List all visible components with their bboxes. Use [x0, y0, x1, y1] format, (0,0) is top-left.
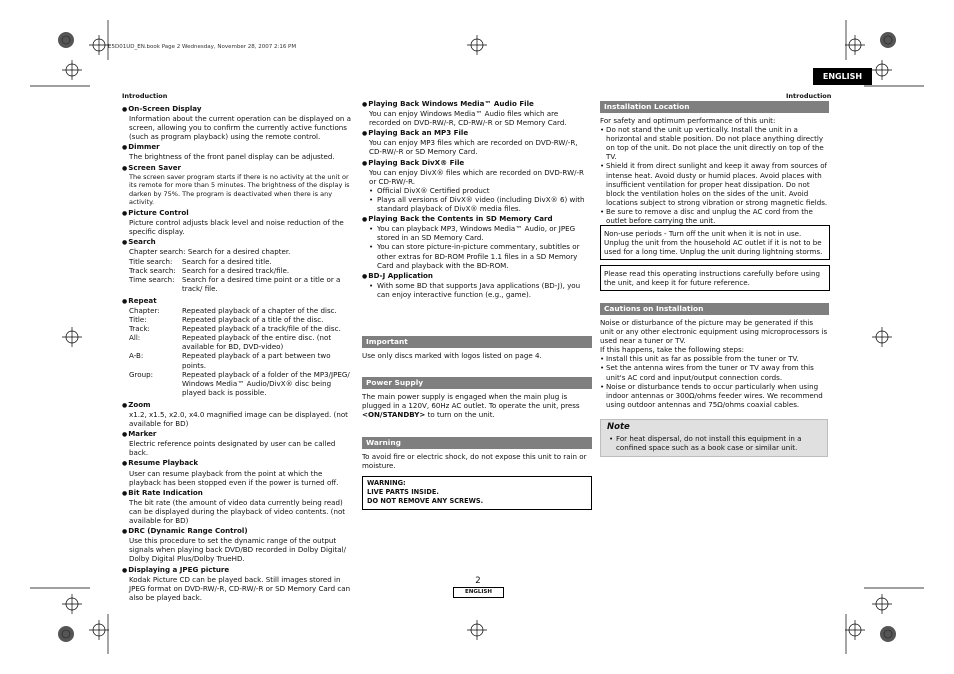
feature-text: You can enjoy DivX® files which are recorded on DVD-RW/-R or CD-RW/-R.	[369, 167, 584, 186]
repeat-row: All: Repeated playback of the entire disc. (not available for BD, DVD-video)	[129, 333, 332, 352]
feature-text: Picture control adjusts black level and noise reduction of the specific display.	[129, 218, 344, 237]
repeat-row: Title: Repeated playback of a title of the disc.	[129, 315, 324, 325]
page-number: 2	[475, 576, 481, 586]
feature-heading: ● Search	[122, 237, 354, 247]
list-item: • Install this unit as far as possible from the tuner or TV.	[600, 354, 799, 364]
section-bar: Installation Location	[600, 101, 829, 113]
search-row: Title search: Search for a desired title.	[129, 256, 272, 266]
feature-text: User can resume playback from the point at which the playback has been stopped even if the power is turned off.	[129, 468, 339, 487]
repeat-row: Chapter: Repeated playback of a chapter of the disc.	[129, 305, 337, 315]
feature-text: Electric reference points designated by user can be called back.	[129, 439, 336, 458]
feature-heading: ● Marker	[122, 429, 354, 439]
corner-dot-mark	[58, 32, 74, 48]
footer-language-tab: ENGLISH	[453, 587, 504, 598]
section-bar: Warning	[362, 437, 592, 449]
section-text: Use only discs marked with logos listed on page 4.	[362, 351, 542, 360]
section-label-right: Introduction	[786, 92, 832, 100]
feature-text: You can enjoy Windows Media™ Audio files which are recorded on DVD-RW/-R, CD-RW/-R or SD Memory Card.	[369, 109, 567, 128]
repeat-row: Group: Repeated playback of a folder of the MP3/JPEG/ Windows Media™ Audio/DivX® disc being played back is possible.	[129, 369, 350, 397]
language-tab: ENGLISH	[813, 68, 872, 85]
section-text: For safety and optimum performance of this unit:	[600, 116, 776, 125]
note-title: Note	[607, 422, 630, 432]
crosshair-mark	[467, 35, 487, 55]
corner-dot-mark	[880, 32, 896, 48]
feature-heading: ● Repeat	[122, 296, 354, 306]
feature-heading: ● Picture Control	[122, 208, 354, 218]
feature-text: The screen saver program starts if there is no activity at the unit or its remote for more than 5 minutes. The brightness of the display is darken by 75%. The program is deactivated when there is any activity.	[129, 172, 350, 207]
crosshair-mark	[872, 60, 892, 80]
list-item: • Official DivX® Certified product	[369, 185, 490, 195]
section-label-left: Introduction	[122, 92, 168, 100]
cautions-section	[600, 303, 829, 409]
note-box	[600, 419, 828, 457]
search-row: Time search: Search for a desired time point or a title or a track/ file.	[129, 274, 341, 293]
feature-text: x1.2, x1.5, x2.0, x4.0 magnified image can be displayed. (not available for BD)	[129, 410, 348, 429]
feature-text: Information about the current operation can be displayed on a screen, allowing you to confirm the currently active functions (such as program playback) using the remote control.	[129, 114, 351, 142]
feature-text: The brightness of the front panel display can be adjusted.	[129, 152, 335, 162]
search-row: Track search: Search for a desired track/file.	[129, 265, 290, 275]
feature-heading: ● Bit Rate Indication	[122, 488, 354, 498]
section-text: Noise or disturbance of the picture may be generated if this unit or any other electronic equipment using microprocessors is used near a tuner or TV.	[600, 318, 828, 346]
corner-dot-mark	[880, 626, 896, 642]
feature-heading: ● Playing Back an MP3 File	[362, 128, 592, 138]
feature-text: Kodak Picture CD can be played back. Still images stored in JPEG format on DVD-RW/-R, CD-RW/-R or SD Memory Card can also be played back.	[129, 574, 351, 602]
list-item: • Noise or disturbance tends to occur particularly when using indoor antennas or 300Ω/ohms feeder wires. We recommend using outdoor antennas and 75Ω/ohms coaxial cables.	[600, 381, 823, 409]
crosshair-mark	[62, 327, 82, 347]
crosshair-mark	[845, 35, 865, 55]
feature-heading: ● Zoom	[122, 400, 354, 410]
feature-heading: ● Playing Back Windows Media™ Audio File	[362, 99, 592, 109]
feature-heading: ● Resume Playback	[122, 458, 354, 468]
feature-text: Use this procedure to set the dynamic range of the output signals when playing back DVD/BD recorded in Dolby Digital/ Dolby Digital Plus/Dolby TrueHD.	[129, 536, 346, 564]
power-supply-section	[362, 377, 592, 419]
crosshair-mark	[845, 620, 865, 640]
crosshair-mark	[89, 35, 109, 55]
warning-section	[362, 437, 592, 510]
section-bar: Power Supply	[362, 377, 592, 389]
feature-heading: ● Displaying a JPEG picture	[122, 565, 354, 575]
section-text: To avoid fire or electric shock, do not expose this unit to rain or moisture.	[362, 452, 587, 471]
feature-text: The bit rate (the amount of video data currently being read) can be displayed during the playback of video contents. (not available for BD)	[129, 497, 346, 526]
crosshair-mark	[89, 620, 109, 640]
list-item: • With some BD that supports Java applications (BD-J), you can enjoy interactive function (e.g., game).	[369, 280, 581, 299]
list-item: • Shield it from direct sunlight and keep it away from sources of intense heat. Avoid dusty or humid places. Avoid places with insufficient ventilation for proper heat dissipation. Do not block the ventilation holes on the sides of the unit. Avoid locations subject to strong vibration or strong magnetic fields.	[600, 161, 828, 207]
column-left	[122, 103, 354, 602]
non-use-box: Non-use periods - Turn off the unit when it is not in use. Unplug the unit from the household AC outlet if it is not to be used for a long time. Unplug the unit during lightning storms.	[600, 225, 830, 260]
list-item: • Plays all versions of DivX® video (including DivX® 6) with standard playback of DivX® media files.	[369, 194, 585, 214]
feature-text: You can enjoy MP3 files which are recorded on DVD-RW/-R, CD-RW/-R or SD Memory Card.	[369, 138, 578, 157]
list-item: • Be sure to remove a disc and unplug the AC cord from the outlet before carrying the unit.	[600, 206, 813, 226]
important-section	[362, 336, 592, 360]
list-item: • You can store picture-in-picture commentary, subtitles or other extras for BD-ROM Profile 1.1 files in a SD Memory Card and playback with the BD-ROM.	[369, 242, 580, 270]
list-item: • For heat dispersal, do not install this equipment in a confined space such as a book case or similar unit.	[609, 434, 802, 453]
crosshair-mark	[872, 594, 892, 614]
feature-heading: ● Screen Saver	[122, 163, 354, 173]
installation-section	[600, 101, 829, 225]
crosshair-mark	[872, 327, 892, 347]
corner-dot-mark	[58, 626, 74, 642]
list-item: • Do not stand the unit up vertically. Install the unit in a horizontal and stable position. Do not place anything directly on top of the unit. Do not place the unit directly on top of the TV.	[600, 125, 824, 162]
list-item: • Set the antenna wires from the tuner or TV away from this unit's AC cord and input/output connection cords.	[600, 363, 814, 382]
crosshair-mark	[62, 60, 82, 80]
warning-box: WARNING: LIVE PARTS INSIDE. DO NOT REMOVE ANY SCREWS.	[362, 476, 592, 510]
crosshair-mark	[62, 594, 82, 614]
section-text: The main power supply is engaged when the main plug is plugged in a 120V, 60Hz AC outlet. To operate the unit, press <ON/STANDBY> to turn on the unit.	[362, 392, 580, 420]
feature-text: Chapter search: Search for a desired chapter.	[129, 247, 291, 257]
section-text: If this happens, take the following steps:	[600, 345, 745, 355]
read-instructions-box: Please read this operating instructions carefully before using the unit, and keep it for future reference.	[600, 265, 830, 291]
feature-heading: ● BD-J Application	[362, 271, 592, 281]
column-middle	[362, 98, 592, 299]
section-bar: Important	[362, 336, 592, 348]
feature-heading: ● On-Screen Display	[122, 104, 354, 114]
crosshair-mark	[467, 620, 487, 640]
feature-heading: ● DRC (Dynamic Range Control)	[122, 526, 354, 536]
repeat-row: A-B: Repeated playback of a part between two points.	[129, 351, 331, 370]
section-bar: Cautions on Installation	[600, 303, 829, 315]
print-header: E5D01UD_EN.book Page 2 Wednesday, November 28, 2007 2:16 PM	[108, 44, 297, 50]
feature-heading: ● Dimmer	[122, 142, 354, 152]
feature-heading: ● Playing Back DivX® File	[362, 158, 592, 168]
repeat-row: Track: Repeated playback of a track/file of the disc.	[129, 324, 341, 334]
feature-heading: ● Playing Back the Contents in SD Memory Card	[362, 214, 592, 224]
list-item: • You can playback MP3, Windows Media™ Audio, or JPEG stored in an SD Memory Card.	[369, 224, 576, 243]
